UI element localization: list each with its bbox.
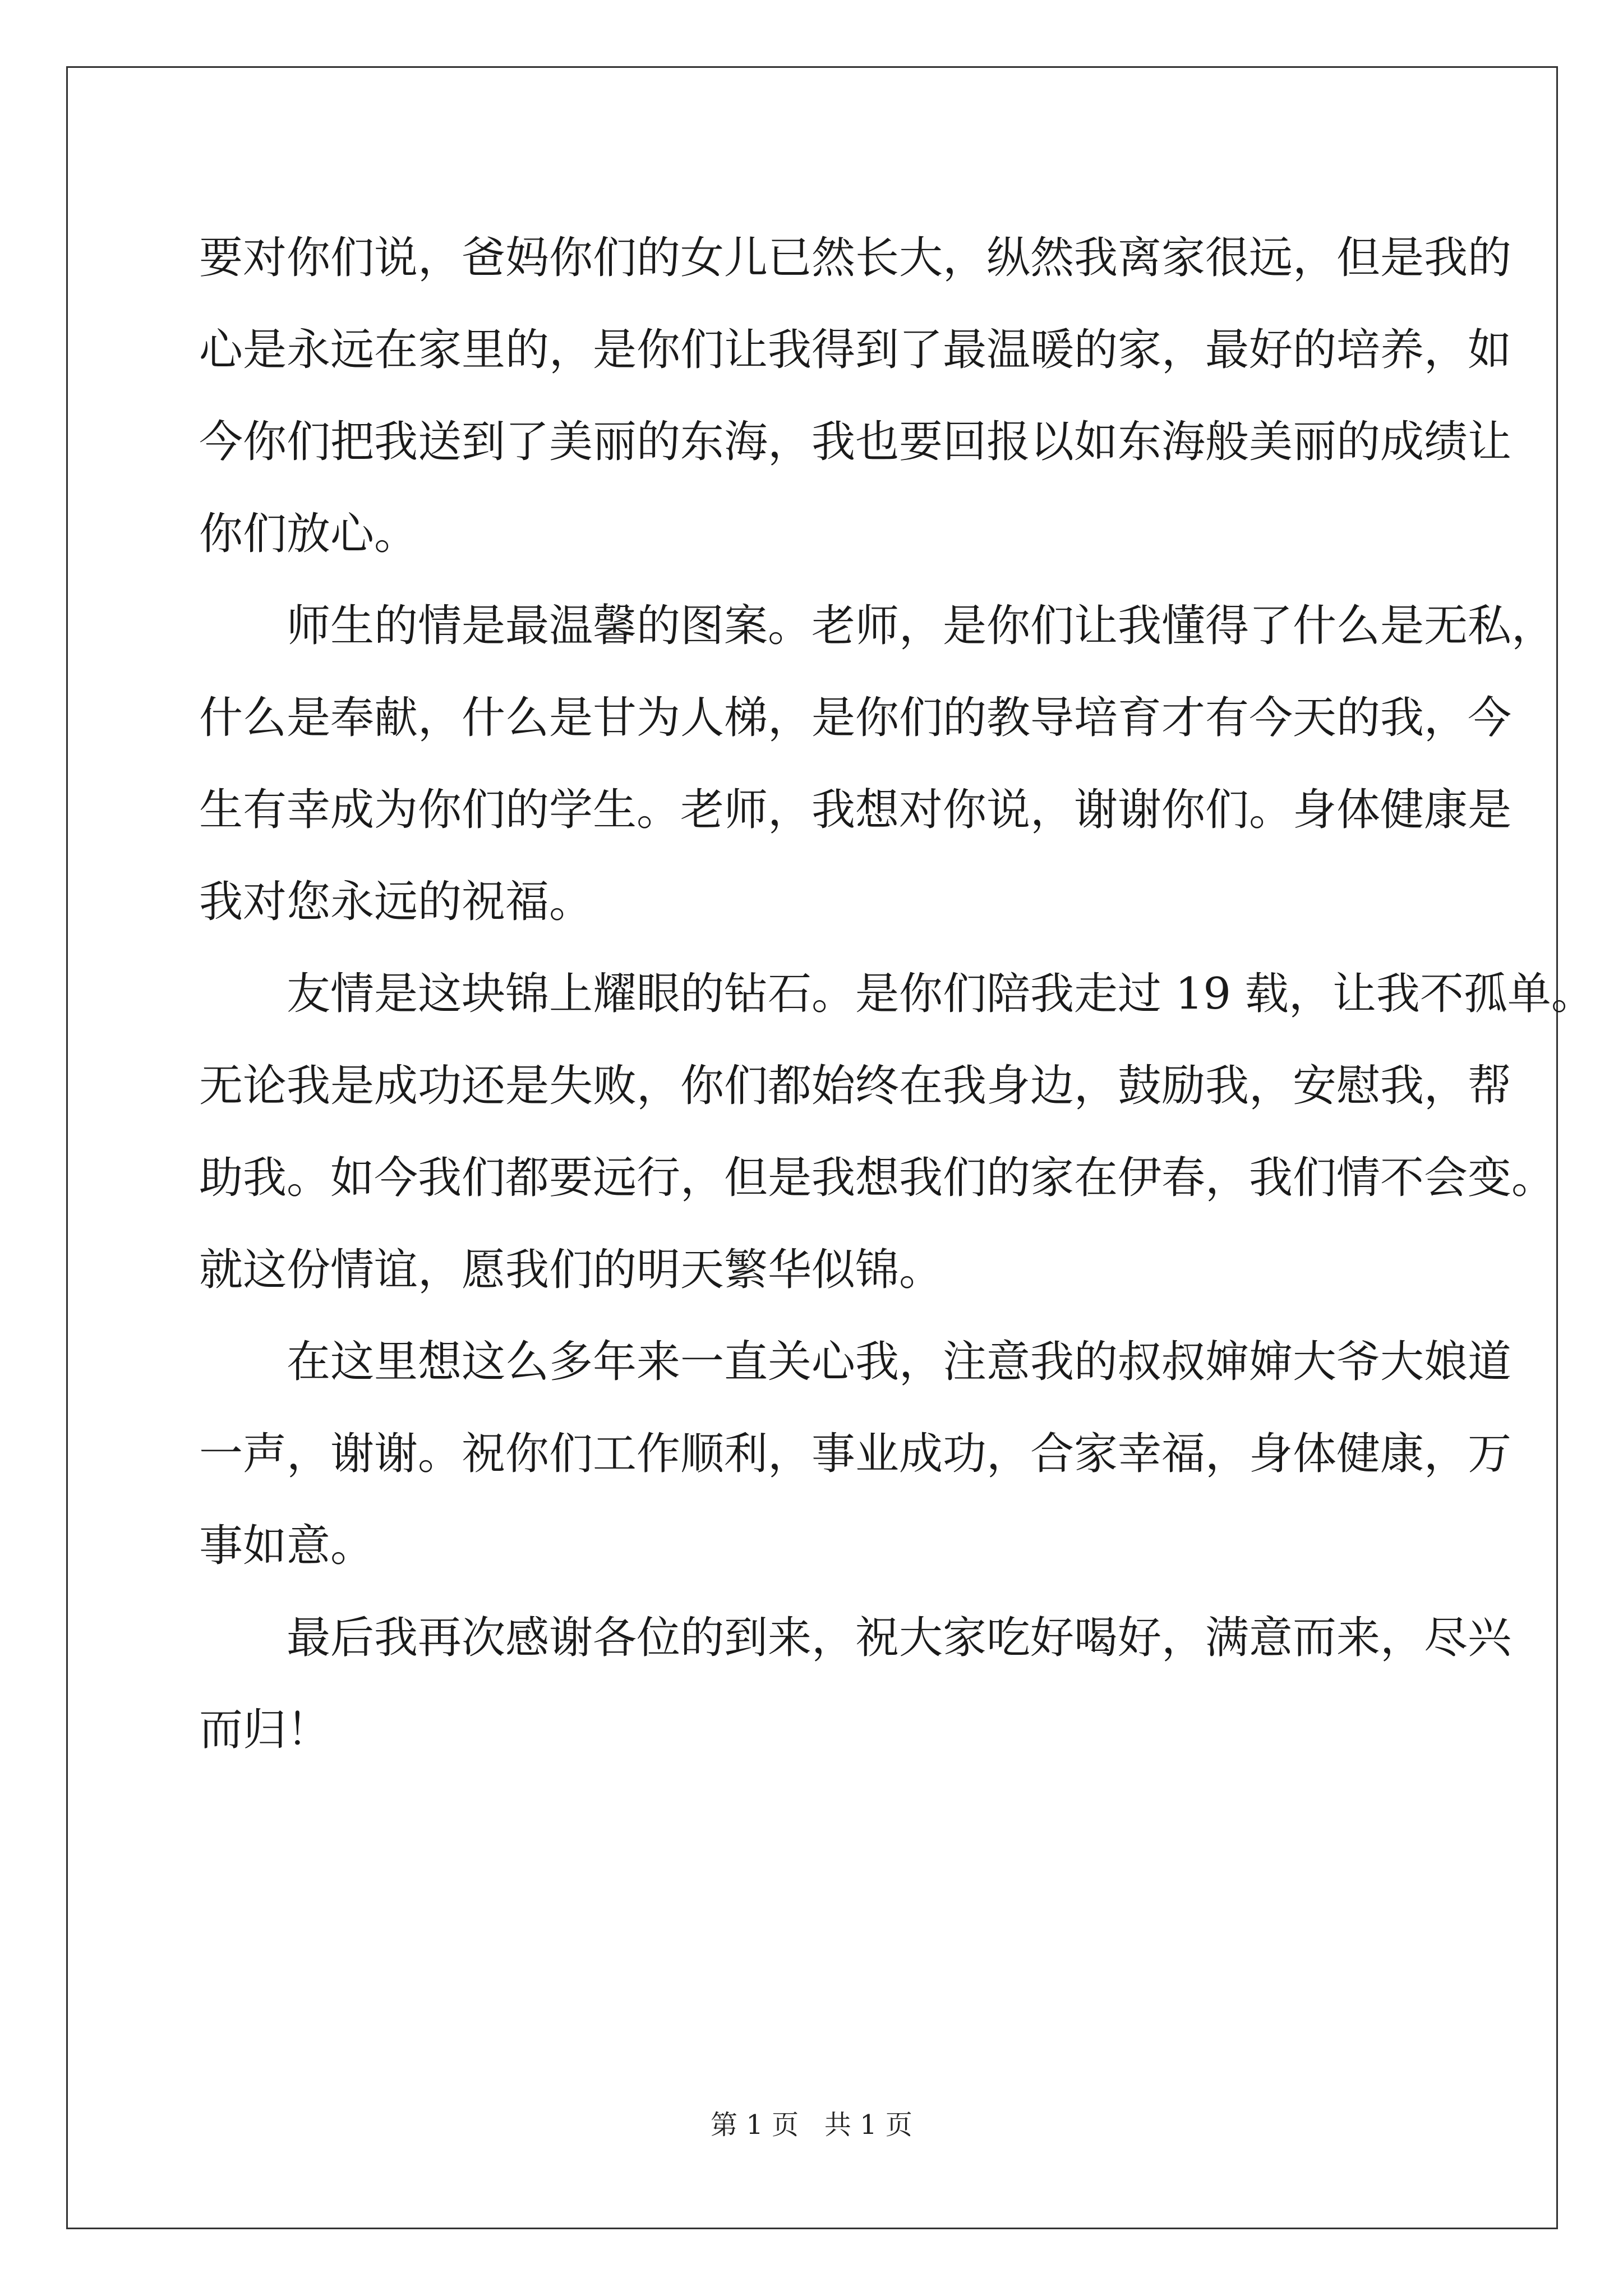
document-body — [199, 212, 1595, 1776]
text-line: 生有幸成为你们的学生。老师，我想对你说，谢谢你们。身体健康是 — [199, 785, 1512, 835]
text-line: 无论我是成功还是失败，你们都始终在我身边，鼓励我，安慰我，帮 — [199, 1061, 1512, 1111]
text-line: 心是永远在家里的，是你们让我得到了最温暖的家，最好的培养，如 — [199, 325, 1512, 375]
text-line: 师生的情是最温馨的图案。老师，是你们让我懂得了什么是无私， — [199, 601, 1556, 651]
text-line: 今你们把我送到了美丽的东海，我也要回报以如东海般美丽的成绩让 — [199, 417, 1512, 467]
text-line: 而归！ — [199, 1705, 331, 1755]
text-line: 在这里想这么多年来一直关心我，注意我的叔叔婶婶大爷大娘道 — [199, 1337, 1512, 1387]
text-line: 友情是这块锦上耀眼的钻石。是你们陪我走过 19 载，让我不孤单。 — [199, 969, 1595, 1019]
text-line: 一声，谢谢。祝你们工作顺利，事业成功，合家幸福，身体健康，万 — [199, 1429, 1512, 1479]
text-line: 助我。如今我们都要远行，但是我想我们的家在伊春，我们情不会变。 — [199, 1153, 1556, 1203]
text-line: 事如意。 — [199, 1521, 375, 1571]
text-line: 最后我再次感谢各位的到来，祝大家吃好喝好，满意而来，尽兴 — [199, 1613, 1512, 1663]
text-line: 你们放心。 — [199, 509, 418, 559]
text-line: 什么是奉献，什么是甘为人梯，是你们的教导培育才有今天的我，今 — [199, 693, 1512, 743]
text-line: 要对你们说，爸妈你们的女儿已然长大，纵然我离家很远，但是我的 — [199, 233, 1512, 283]
page-footer: 第 1 页 共 1 页 — [711, 2109, 912, 2141]
text-line: 我对您永远的祝福。 — [199, 877, 593, 927]
text-line: 就这份情谊，愿我们的明天繁华似锦。 — [199, 1245, 943, 1295]
